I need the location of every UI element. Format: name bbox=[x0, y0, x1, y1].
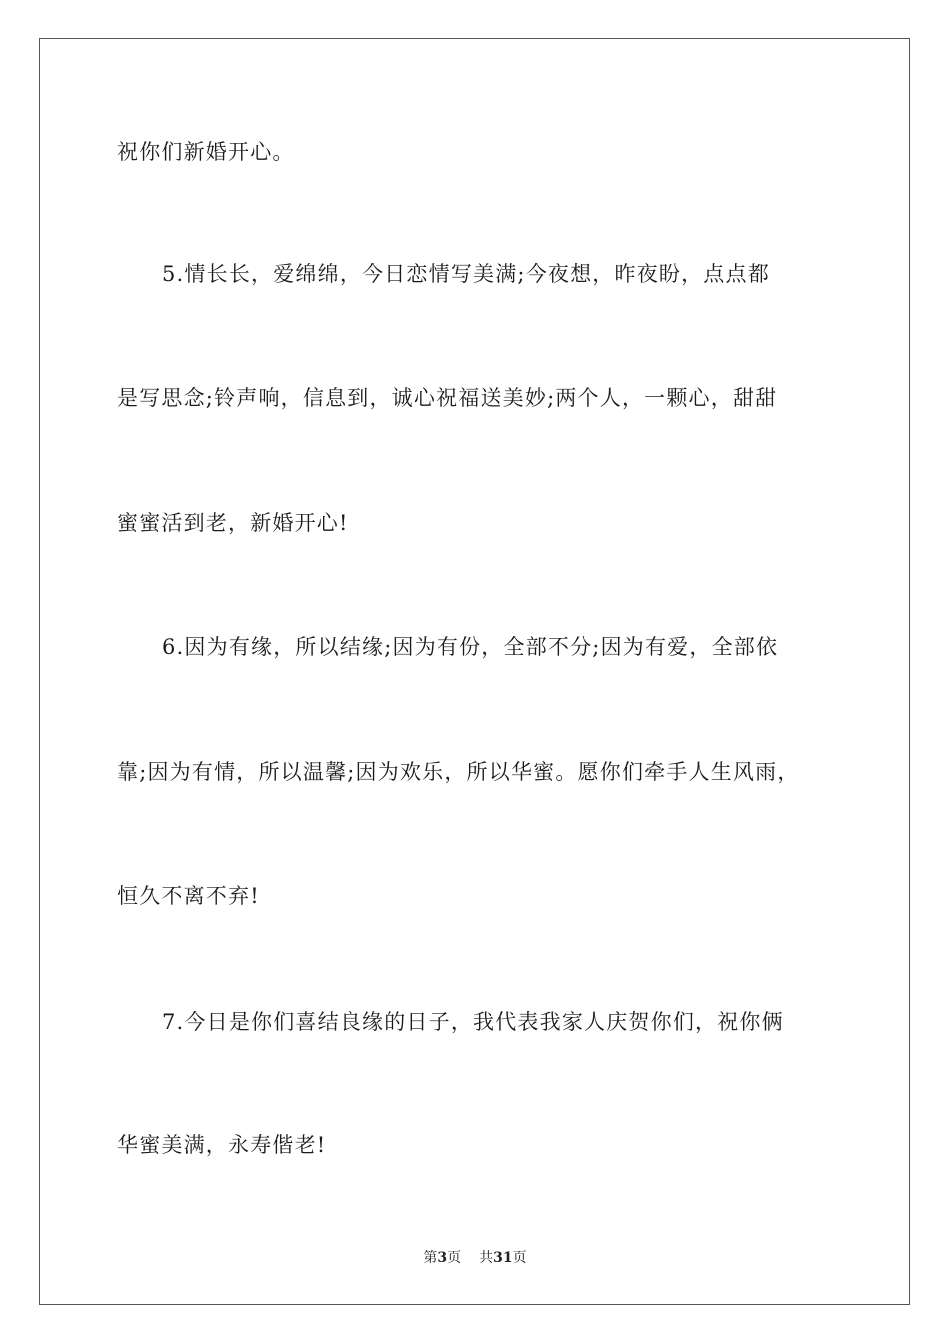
text-line-5: 6.因为有缘，所以结缘;因为有份，全部不分;因为有爱，全部依 bbox=[162, 635, 779, 659]
text-line-9: 华蜜美满，永寿偕老! bbox=[117, 1133, 327, 1157]
page-footer bbox=[0, 1248, 950, 1268]
page-number: 3 bbox=[437, 1250, 448, 1266]
total-suffix: 页 bbox=[512, 1250, 527, 1266]
text-line-1: 祝你们新婚开心。 bbox=[117, 140, 295, 164]
text-line-4: 蜜蜜活到老，新婚开心! bbox=[117, 511, 349, 535]
text-line-8: 7.今日是你们喜结良缘的日子，我代表我家人庆贺你们，祝你俩 bbox=[162, 1010, 784, 1034]
page-border bbox=[39, 38, 910, 1305]
text-line-6: 靠;因为有情，所以温馨;因为欢乐，所以华蜜。愿你们牵手人生风雨， bbox=[117, 760, 800, 784]
total-prefix: 共 bbox=[479, 1250, 494, 1266]
text-line-3: 是写思念;铃声响，信息到，诚心祝福送美妙;两个人，一颗心，甜甜 bbox=[117, 386, 778, 410]
text-line-7: 恒久不离不弃! bbox=[117, 884, 260, 908]
text-line-2: 5.情长长，爱绵绵，今日恋情写美满;今夜想，昨夜盼，点点都 bbox=[162, 262, 770, 286]
total-pages: 31 bbox=[493, 1250, 513, 1266]
page-suffix: 页 bbox=[447, 1250, 462, 1266]
page-prefix: 第 bbox=[423, 1250, 438, 1266]
